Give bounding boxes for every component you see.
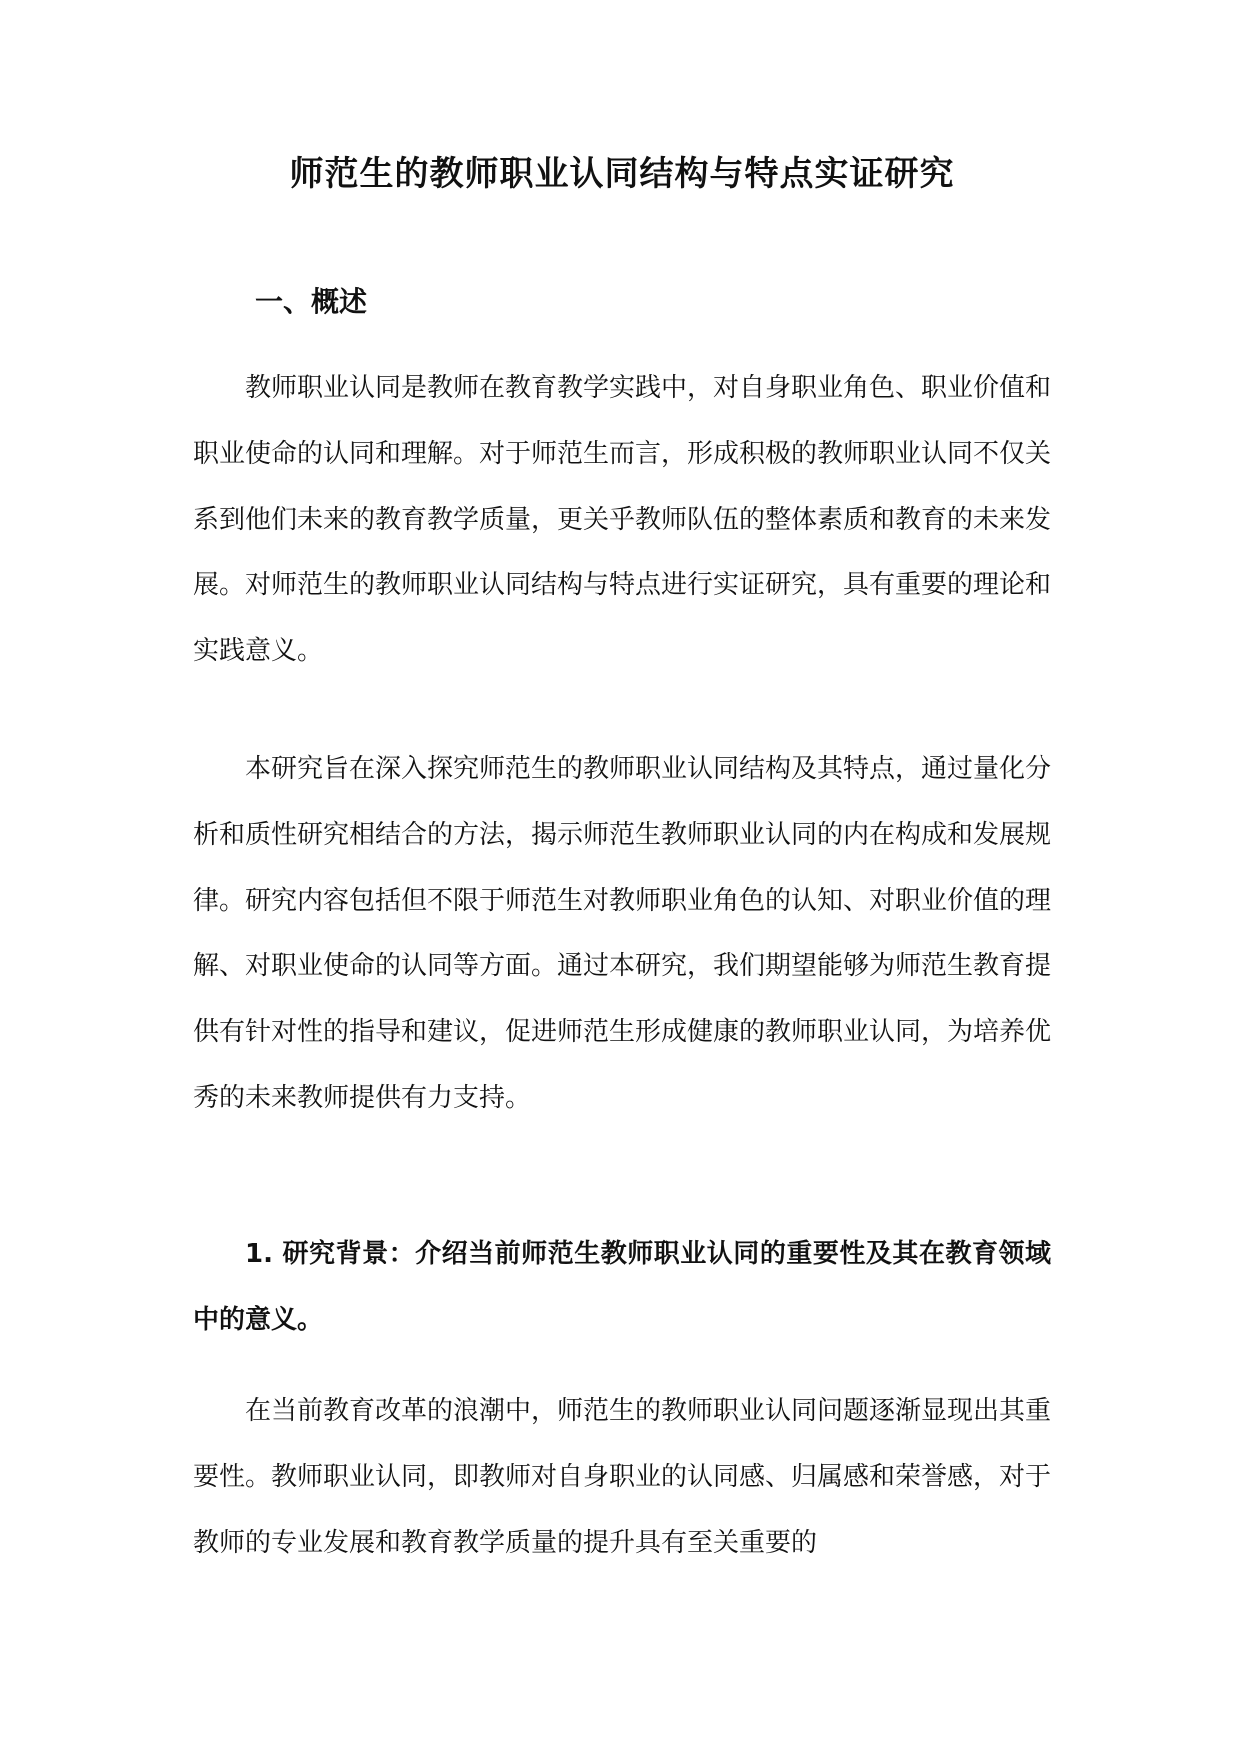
paragraph-overview-1: 教师职业认同是教师在教育教学实践中，对自身职业角色、职业价值和职业使命的认同和理解。对于师范生而言，形成积极的教师职业认同不仅关系到他们未来的教育教学质量，更关乎教师队伍的整体素质和教育的未来发展。对师范生的教师职业认同结构与特点进行实证研究，具有重要的理论和实践意义。	[193, 373, 1052, 667]
document-title: 师范生的教师职业认同结构与特点实证研究	[289, 154, 955, 194]
subheading-research-background: 1. 研究背景：介绍当前师范生教师职业认同的重要性及其在教育领域中的意义。	[193, 1239, 1051, 1335]
paragraph-overview-2: 本研究旨在深入探究师范生的教师职业认同结构及其特点，通过量化分析和质性研究相结合的方法，揭示师范生教师职业认同的内在构成和发展规律。研究内容包括但不限于师范生对教师职业角色的认知、对职业价值的理解、对职业使命的认同等方面。通过本研究，我们期望能够为师范生教育提供有针对性的指导和建议，促进师范生形成健康的教师职业认同，为培养优秀的未来教师提供有力支持。	[193, 754, 1052, 1113]
section-heading: 一、概述	[255, 285, 368, 318]
paragraph-research-background: 在当前教育改革的浪潮中，师范生的教师职业认同问题逐渐显现出其重要性。教师职业认同，即教师对自身职业的认同感、归属感和荣誉感，对于教师的专业发展和教育教学质量的提升具有至关重要的	[193, 1396, 1052, 1558]
